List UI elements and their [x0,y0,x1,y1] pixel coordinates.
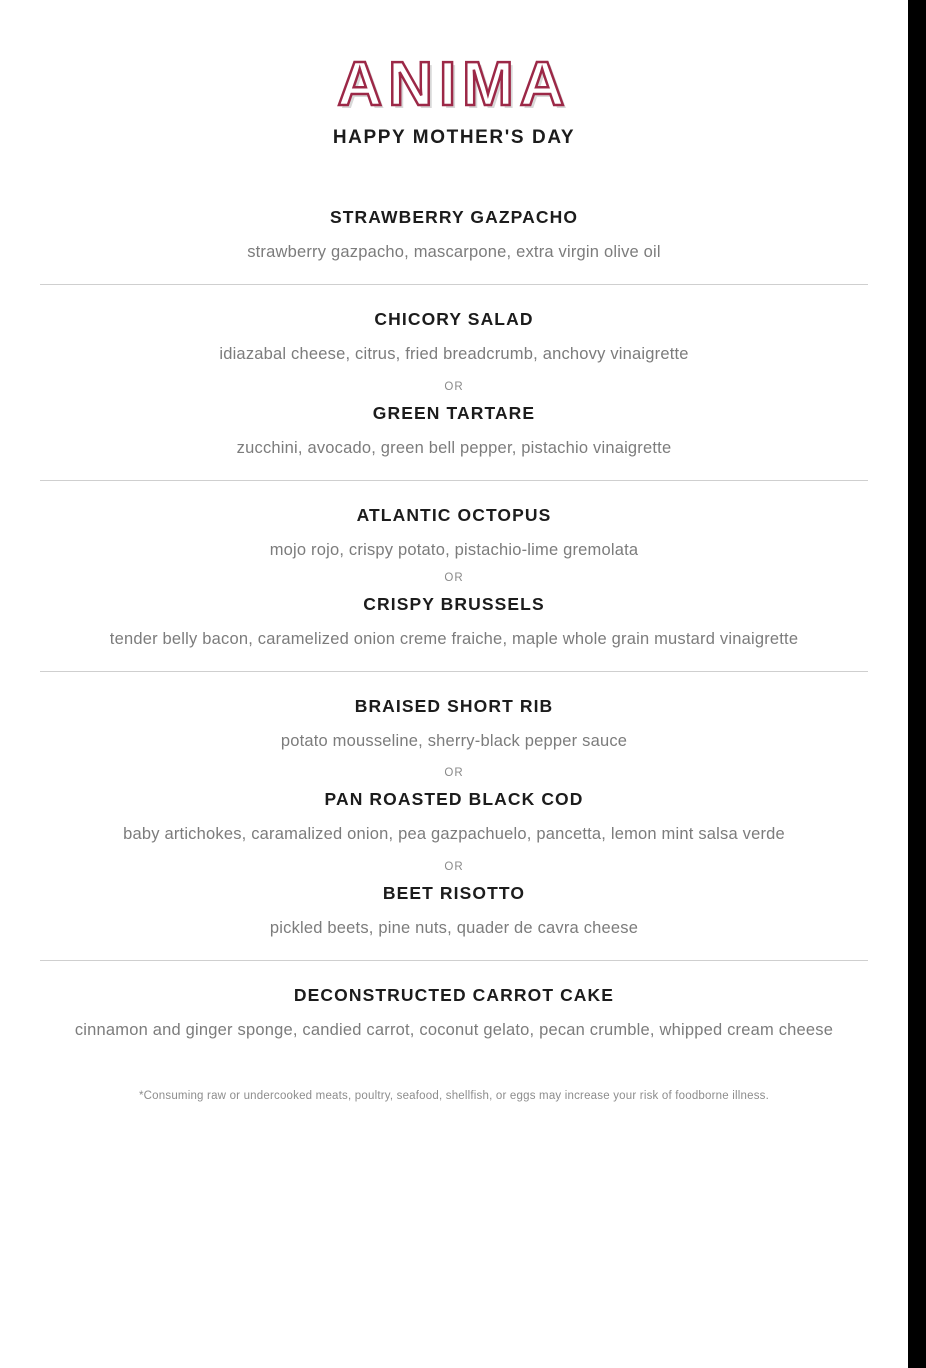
dish-description: strawberry gazpacho, mascarpone, extra virgin olive oil [247,243,661,262]
dish-name: CRISPY BRUSSELS [363,593,545,614]
dish-description: zucchini, avocado, green bell pepper, pistachio vinaigrette [236,438,672,457]
course-separator: OR [444,767,464,780]
menu-dish [40,696,868,755]
dish-name: BRAISED SHORT RIB [354,696,554,717]
dish-name: STRAWBERRY GAZPACHO [329,207,579,228]
menu-course [40,960,868,1062]
dish-description: tender belly bacon, caramelized onion creme fraiche, maple whole grain mustard vinaigrette [109,629,799,648]
menu-course [40,480,868,671]
restaurant-logo [40,52,868,117]
dish-name: PAN ROASTED BLACK COD [324,789,584,810]
dish-name: CHICORY SALAD [374,309,534,330]
course-separator: OR [444,571,464,584]
dish-description: potato mousseline, sherry-black pepper sauce [280,732,628,751]
course-separator: OR [444,860,464,873]
dish-description: mojo rojo, crispy potato, pistachio-lime gremolata [269,540,639,559]
dish-description: pickled beets, pine nuts, quader de cavra cheese [269,918,639,937]
dish-name: BEET RISOTTO [382,882,526,903]
logo-text: ANIMA [337,50,571,119]
dish-description: baby artichokes, caramalized onion, pea gazpachuelo, pancetta, lemon mint salsa verde [123,825,785,844]
menu-dish [40,505,868,564]
menu-dish [40,789,868,848]
menu-dish [40,883,868,942]
course-separator: OR [444,380,464,393]
dish-description: idiazabal cheese, citrus, fried breadcrumb, anchovy vinaigrette [219,345,689,364]
menu-dish [40,985,868,1044]
menu-course [40,207,868,284]
dish-name: DECONSTRUCTED CARROT CAKE [293,984,615,1005]
menu-footnote: *Consuming raw or undercooked meats, poultry, seafood, shellfish, or eggs may increase your risk of foodborne illness. [139,1090,769,1103]
dish-name: ATLANTIC OCTOPUS [356,504,552,525]
menu-tagline: HAPPY MOTHER'S DAY [332,127,576,149]
menu-dish [40,594,868,653]
menu-courses [40,207,868,1062]
menu-course [40,671,868,960]
menu-dish [40,403,868,462]
menu-dish [40,207,868,266]
menu-dish [40,309,868,368]
menu-content [40,0,868,1102]
dish-description: cinnamon and ginger sponge, candied carrot, coconut gelato, pecan crumble, whipped cream cheese [74,1020,834,1039]
dish-name: GREEN TARTARE [372,402,536,423]
menu-course [40,284,868,479]
